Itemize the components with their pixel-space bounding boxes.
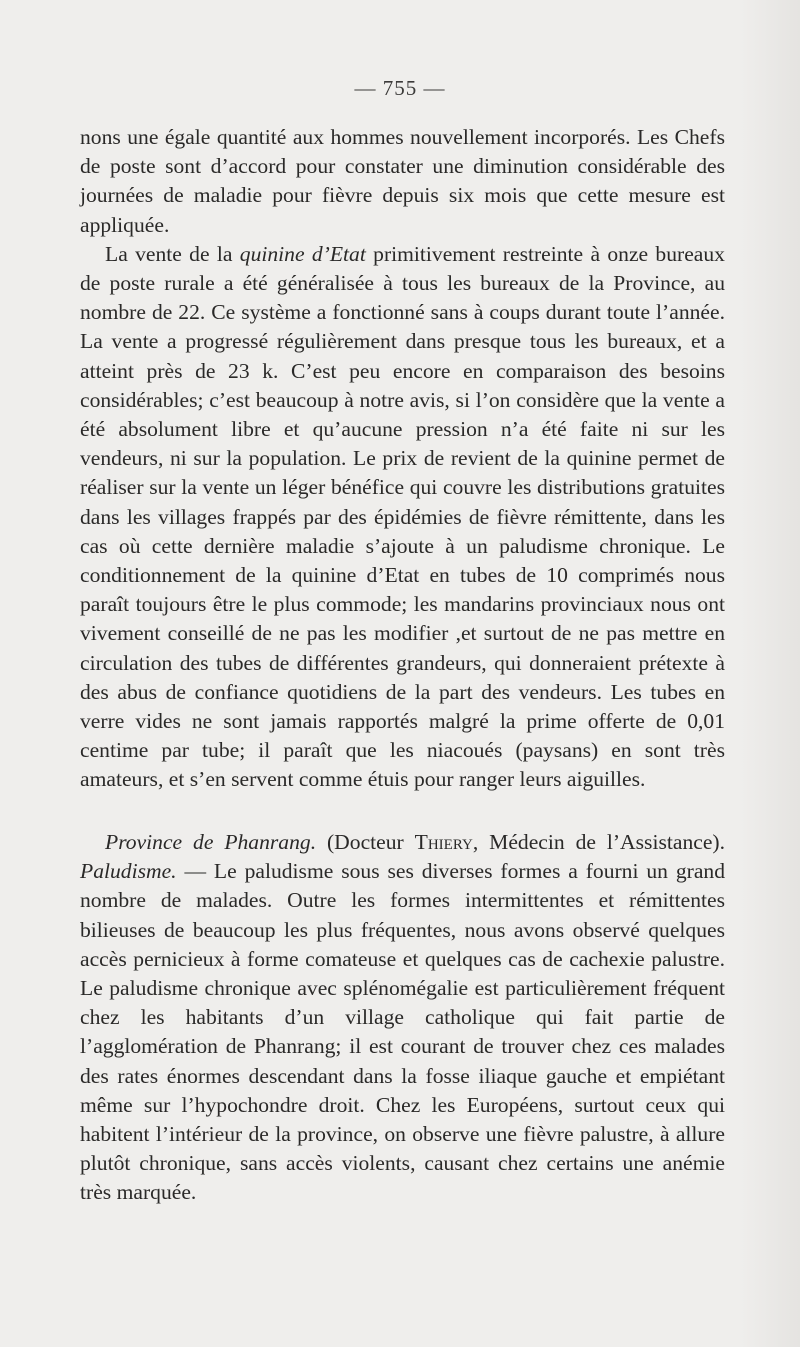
paragraph-body: — Le paludisme sous ses diverses formes a fourni un grand nombre de malades. Outre les formes intermittentes et rémittentes bilieuses de beaucoup les plus fréquentes, nous avons observé quelques accès pernicieux à forme comateuse et quelques cas de cachexie palustre. Le paludisme chronique avec splénomégalie est particulièrement fréquent chez les habitants d’un village catholique qui fait partie de l’agglomération de Phanrang; il est courant de trouver chez ces malades des rates énormes descendant dans la fosse iliaque gauche et empiétant même sur l’hypochondre droit. Chez les Européens, surtout ceux qui habitent l’intérieur de la province, on observe une fièvre palustre, à allure plutôt chronique, sans accès violents, causant chez certains une anémie très marquée. xyxy=(80,859,725,1205)
section-quinine xyxy=(80,123,725,795)
author-close: , Médecin de l’Assistance). xyxy=(472,830,725,854)
author-name: Thiery xyxy=(414,830,473,854)
page-number: — 755 — xyxy=(354,76,446,100)
p2-italic-term: quinine d’Etat xyxy=(239,241,366,266)
author-open: (Docteur xyxy=(316,830,415,854)
page-edge-shadow xyxy=(740,0,800,1347)
p2-text-start: La vente de la xyxy=(105,241,240,266)
subject-heading: Paludisme. xyxy=(80,859,177,884)
paragraph-quinine-sale xyxy=(80,240,725,795)
province-heading: Province de Phanrang. xyxy=(105,830,317,854)
p2-text-rest: primitivement restreinte à onze bureaux de poste rurale a été généralisée à tous les bureaux de la Province, au nombre de 22. Ce système a fonctionné sans à coups durant toute l’année. La vente a progressé régulièrement dans presque tous les bureaux, et a atteint près de 23 k. C’est peu encore en comparaison des besoins considérables; c’est beaucoup à notre avis, si l’on considère que la vente a été absolument libre et qu’aucune pression n’a été faite ni sur les vendeurs, ni sur la population. Le prix de revient de la quinine permet de réaliser sur la vente un léger bénéfice qui couvre les distributions gratuites dans les villages frappés par des épidémies de fièvre rémittente, dans les cas où cette dernière maladie s’ajoute à un paludisme chronique. Le conditionnement de la quinine d’Etat en tubes de 10 comprimés nous paraît toujours être le plus commode; les mandarins provinciaux nous ont vivement conseillé de ne pas les modifier ,et surtout de ne pas mettre en circulation des tubes de différentes grandeurs, qui donneraient prétexte à des abus de confiance quotidiens de la part des vendeurs. Les tubes en verre vides ne sont jamais rapportés malgré la prime offerte de 0,01 centime par tube; il paraît que les niacoués (paysans) en sont très amateurs, et s’en servent comme étuis pour ranger leurs aiguilles. xyxy=(80,241,725,792)
section-phanrang xyxy=(80,828,725,1208)
paragraph-phanrang xyxy=(80,828,725,1208)
paragraph-continuation: nons une égale quantité aux hommes nouvellement incorporés. Les Chefs de poste sont d’accord pour constater une diminution considérable des journées de maladie pour fièvre depuis six mois que cette mesure est appliquée. xyxy=(80,125,725,237)
